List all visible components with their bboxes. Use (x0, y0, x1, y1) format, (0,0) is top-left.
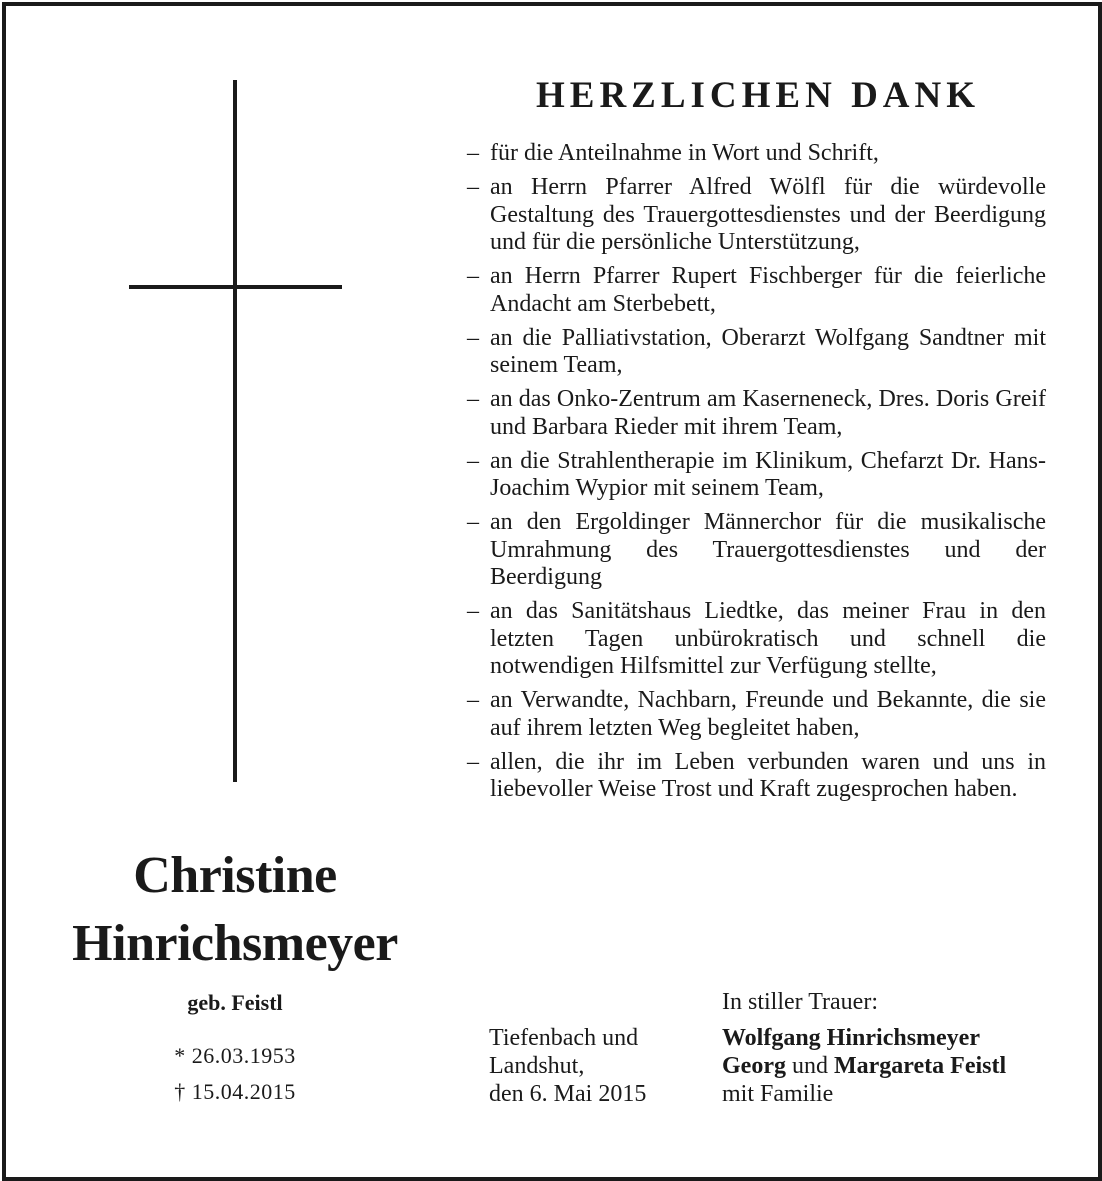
signature-date: den 6. Mai 2015 (489, 1081, 647, 1107)
mourner-couple (722, 1052, 1052, 1080)
thanks-item: – an den Ergoldinger Männerchor für die musikalische Umrahmung des Trauergottesdienstes und der Beerdigung (467, 509, 1046, 592)
mourner-family: mit Familie (722, 1081, 834, 1107)
thanks-item: – an Verwandte, Nachbarn, Freunde und Bekannte, die sie auf ihrem letzten Weg begleitet haben, (467, 687, 1046, 742)
thanks-item: – an Herrn Pfarrer Alfred Wölfl für die würdevolle Gestaltung des Trauergottesdienstes und der Beerdigung und für die persönliche Unterstützung, (467, 174, 1046, 257)
thanks-item: – an die Palliativstation, Oberarzt Wolfgang Sandtner mit seinem Team, (467, 325, 1046, 380)
thanks-heading: HERZLICHEN DANK (535, 75, 981, 116)
thanks-item: – an das Sanitätshaus Liedtke, das meiner Frau in den letzten Tagen unbürokratisch und schnell die notwendigen Hilfsmittel zur Verfügung stellte, (467, 598, 1046, 681)
place-and-date (489, 1024, 709, 1108)
mourner-name: Margareta Feistl (833, 1053, 1007, 1079)
cross-horizontal-bar (129, 285, 342, 289)
thanks-item: – an das Onko-Zentrum am Kaserneneck, Dres. Doris Greif und Barbara Rieder mit ihrem Team, (467, 386, 1046, 441)
conjunction: und (791, 1053, 828, 1079)
deceased-first-name: Christine (133, 847, 337, 904)
mourners (722, 1024, 1052, 1108)
mourner-name: Wolfgang Hinrichsmeyer (722, 1025, 980, 1051)
thanks-list (467, 140, 1046, 810)
thanks-item: – an Herrn Pfarrer Rupert Fischberger für die feierliche Andacht am Sterbebett, (467, 263, 1046, 318)
deceased-last-name: Hinrichsmeyer (72, 915, 398, 972)
maiden-name: geb. Feistl (187, 990, 283, 1015)
place-line: Landshut, (489, 1053, 585, 1079)
thanks-item: – für die Anteilnahme in Wort und Schrift, (467, 140, 1046, 168)
thanks-item: – an die Strahlentherapie im Klinikum, Chefarzt Dr. Hans-Joachim Wypior mit seinem Team, (467, 448, 1046, 503)
cross-vertical-bar (233, 80, 237, 782)
place-line: Tiefenbach und (489, 1025, 639, 1051)
thanks-item: – allen, die ihr im Leben verbunden waren und uns in liebevoller Weise Trost und Kraft zugesprochen haben. (467, 749, 1046, 804)
mourning-line: In stiller Trauer: (722, 989, 878, 1015)
mourner-name: Georg (722, 1053, 786, 1079)
death-date: † 15.04.2015 (174, 1079, 296, 1104)
birth-date: * 26.03.1953 (174, 1043, 296, 1068)
